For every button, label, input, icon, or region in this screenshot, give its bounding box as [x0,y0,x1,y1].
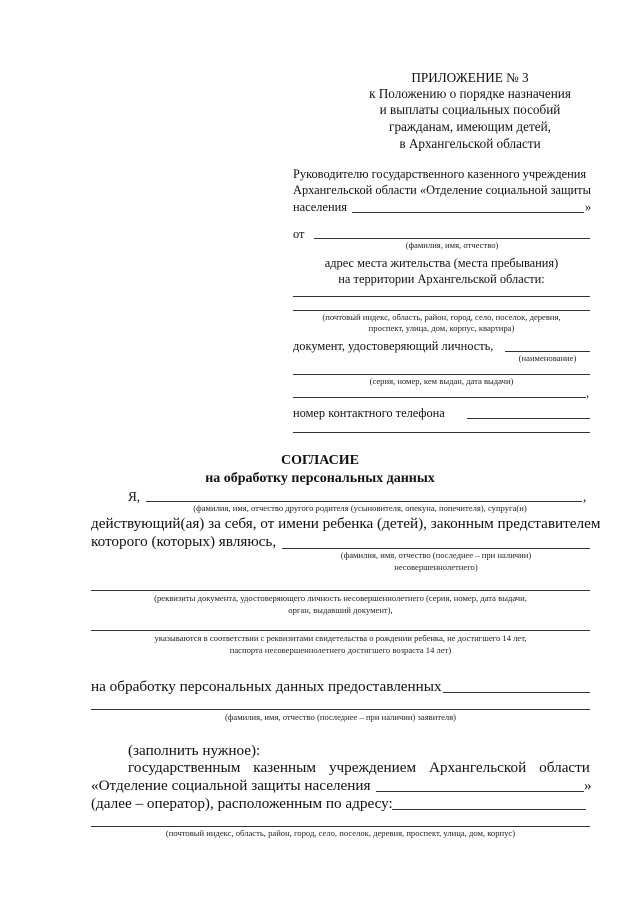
operator-word-4: Архангельской [429,759,527,776]
from-label: от [293,227,305,241]
req-caption-2: орган, выдавший документ), [288,605,393,615]
addressee-line-1: Руководителю государственного казенного учреждения [293,167,587,181]
address-caption-2: проспект, улица, дом, корпус, квартира) [368,323,515,333]
document-name-caption: (наименование) [518,353,577,363]
address-line-2: на территории Архангельской области: [338,272,545,286]
address-line-1: адрес места жительства (места пребывания) [324,256,559,270]
department-name-field[interactable] [352,212,584,213]
i-comma: , [583,489,587,504]
operator-line-2-close: » [584,777,592,794]
consent-title: СОГЛАСИЕ [281,453,359,468]
i-label: Я, [128,489,141,504]
appendix-line-1: к Положению о порядке назначения [369,86,571,101]
operator-department-field[interactable] [376,791,584,792]
from-caption: (фамилия, имя, отчество) [405,240,499,250]
bottom-caption: (почтовый индекс, область, район, город, село, поселок, деревня, проспект, улица, дом, корпус) [165,828,516,838]
operator-word-3: учреждением [328,759,417,776]
applicant-name-field[interactable] [314,238,590,239]
address-field-1[interactable] [293,296,590,297]
operator-line-3: (далее – оператор), расположенным по адресу: [91,795,393,812]
req-caption-3: указываются в соответствии с реквизитами свидетельства о рождении ребенка, не достигшего 14 лет, [154,633,527,643]
other-parent-name-field[interactable] [146,501,582,502]
document-details-caption: (серия, номер, кем выдан, дата выдачи) [369,376,514,386]
operator-word-2: казенным [253,759,316,776]
fill-needed: (заполнить нужное): [128,742,261,759]
appendix-line-2: и выплаты социальных пособий [379,102,561,117]
operator-word-5: области [539,759,590,776]
applicant-caption: (фамилия, имя, отчество (последнее – при наличии) заявителя) [224,712,457,722]
child-caption-2: несовершеннолетнего) [394,562,478,572]
child-document-field[interactable] [91,590,590,591]
consent-subtitle: на обработку персональных данных [205,471,435,486]
operator-address-field-2[interactable] [91,826,590,827]
applicant-full-name-field[interactable] [91,709,590,710]
address-field-2[interactable] [293,310,590,311]
acting-line: действующий(ая) за себя, от имени ребенка (детей), законным представителем [91,515,601,532]
document-name-field[interactable] [505,351,590,352]
phone-field-2[interactable] [293,432,590,433]
address-caption-1: (почтовый индекс, область, район, город, село, поселок, деревня, [322,312,561,322]
appendix-line-4: в Архангельской области [399,136,541,151]
document-label: документ, удостоверяющий личность, [293,339,494,353]
phone-field[interactable] [467,418,590,419]
provided-data-field[interactable] [443,692,590,693]
child-name-field[interactable] [282,548,590,549]
document-details-field-2[interactable] [293,397,586,398]
req-caption-4: паспорта несовершеннолетнего достигшего возраста 14 лет) [229,645,452,655]
operator-address-field[interactable] [392,809,586,810]
document-details-field[interactable] [293,374,590,375]
addressee-line-3-close: » [585,200,592,214]
appendix-title: ПРИЛОЖЕНИЕ № 3 [411,70,529,85]
operator-line-1 [128,759,590,777]
req-caption-1: (реквизиты документа, удостоверяющего личность несовершеннолетнего (серия, номер, дата выдачи, [154,593,527,603]
child-document-field-2[interactable] [91,630,590,631]
operator-word-1: государственным [128,759,241,776]
child-caption-1: (фамилия, имя, отчество (последнее – при наличии) [340,550,532,560]
phone-label: номер контактного телефона [293,406,445,420]
addressee-line-2: Архангельской области «Отделение социальной защиты [293,183,591,197]
provided-label: на обработку персональных данных предоставленных [91,678,442,695]
addressee-line-3: населения [293,200,347,214]
operator-line-2: «Отделение социальной защиты населения [91,777,371,794]
document-comma: , [586,386,590,400]
appendix-line-3: гражданам, имеющим детей, [389,119,551,134]
whose-label: которого (которых) являюсь, [91,533,277,550]
parent-caption: (фамилия, имя, отчество другого родителя (усыновителя, опекуна, попечителя), супруга(и) [193,503,527,513]
